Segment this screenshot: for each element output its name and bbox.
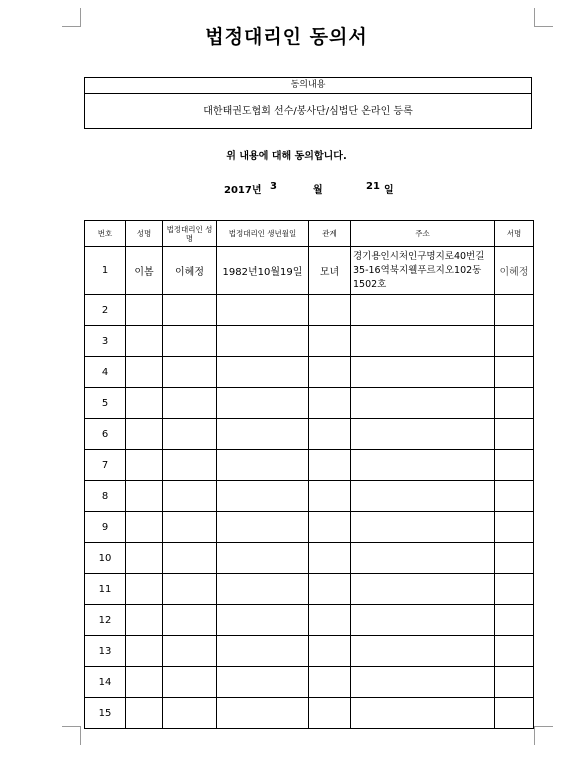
- consent-box: [84, 77, 532, 129]
- header-name: 성명: [126, 221, 163, 247]
- date-month-label: 월: [313, 185, 323, 196]
- table-row: [85, 636, 534, 667]
- cell-address: [351, 326, 495, 357]
- cell-no: 10: [85, 543, 126, 574]
- table-row: [85, 326, 534, 357]
- cell-relation: [309, 357, 351, 388]
- cell-relation: [309, 481, 351, 512]
- cell-guardian-name: [163, 667, 217, 698]
- header-guardian-birth: 법정대리인 생년월일: [217, 221, 309, 247]
- cell-no: 3: [85, 326, 126, 357]
- cell-guardian-birth: [217, 481, 309, 512]
- cell-guardian-birth: [217, 512, 309, 543]
- cell-relation: [309, 636, 351, 667]
- cell-signature: [495, 605, 534, 636]
- cell-name: [126, 357, 163, 388]
- cell-guardian-birth: [217, 357, 309, 388]
- cell-guardian-name: [163, 357, 217, 388]
- cell-relation: [309, 543, 351, 574]
- cell-address: [351, 574, 495, 605]
- cell-address: [351, 667, 495, 698]
- consent-text: 대한태권도협회 선수/봉사단/심법단 온라인 등록: [203, 106, 413, 117]
- cell-name: [126, 481, 163, 512]
- cell-guardian-birth: [217, 450, 309, 481]
- table-row: [85, 295, 534, 326]
- cell-guardian-birth: [217, 574, 309, 605]
- cell-guardian-name: [163, 326, 217, 357]
- table-header-row: [85, 221, 534, 247]
- cell-no: 6: [85, 419, 126, 450]
- cell-relation: [309, 388, 351, 419]
- cell-name: [126, 636, 163, 667]
- cell-no: 4: [85, 357, 126, 388]
- cell-name: [126, 543, 163, 574]
- cell-name: [126, 295, 163, 326]
- cell-guardian-name: [163, 698, 217, 729]
- header-address: 주소: [351, 221, 495, 247]
- cell-guardian-name: [163, 481, 217, 512]
- cell-guardian-birth: [217, 605, 309, 636]
- cell-address: [351, 450, 495, 481]
- crop-mark-bottom-right: [534, 726, 553, 745]
- cell-signature: [495, 388, 534, 419]
- cell-guardian-birth: [217, 667, 309, 698]
- cell-signature: [495, 512, 534, 543]
- cell-signature: [495, 419, 534, 450]
- cell-guardian-birth: [217, 295, 309, 326]
- cell-relation: [309, 419, 351, 450]
- document-title: 법정대리인 동의서: [205, 26, 368, 48]
- cell-signature: [495, 667, 534, 698]
- cell-address: [351, 357, 495, 388]
- guardian-table: [84, 220, 534, 729]
- cell-guardian-birth: [217, 326, 309, 357]
- cell-no: 9: [85, 512, 126, 543]
- cell-guardian-name: [163, 543, 217, 574]
- cell-name: [126, 574, 163, 605]
- cell-name: [126, 667, 163, 698]
- cell-guardian-name: [163, 605, 217, 636]
- cell-no: 5: [85, 388, 126, 419]
- table-row: [85, 512, 534, 543]
- cell-no: 14: [85, 667, 126, 698]
- table-row: [85, 605, 534, 636]
- cell-address: [351, 388, 495, 419]
- table-row: [85, 419, 534, 450]
- cell-no: 2: [85, 295, 126, 326]
- cell-address: [351, 636, 495, 667]
- cell-guardian-birth: [217, 419, 309, 450]
- cell-signature: [495, 450, 534, 481]
- table-row: [85, 574, 534, 605]
- header-relation: 관계: [309, 221, 351, 247]
- table-row: [85, 543, 534, 574]
- cell-signature: [495, 574, 534, 605]
- cell-relation: [309, 450, 351, 481]
- cell-guardian-name: 이혜정: [163, 247, 217, 295]
- cell-signature: [495, 543, 534, 574]
- cell-guardian-name: [163, 574, 217, 605]
- cell-no: 7: [85, 450, 126, 481]
- cell-guardian-name: [163, 295, 217, 326]
- cell-address: [351, 481, 495, 512]
- cell-name: [126, 419, 163, 450]
- header-no: 번호: [85, 221, 126, 247]
- cell-no: 1: [85, 247, 126, 295]
- cell-guardian-name: [163, 450, 217, 481]
- cell-address: [351, 419, 495, 450]
- cell-name: [126, 326, 163, 357]
- cell-signature: [495, 481, 534, 512]
- date-month: 3: [270, 181, 277, 192]
- cell-signature: [495, 295, 534, 326]
- cell-no: 15: [85, 698, 126, 729]
- cell-signature: [495, 357, 534, 388]
- cell-name: [126, 605, 163, 636]
- cell-name: [126, 388, 163, 419]
- cell-signature: 이혜정: [495, 247, 534, 295]
- table-row: [85, 667, 534, 698]
- cell-address: [351, 543, 495, 574]
- cell-name: [126, 450, 163, 481]
- cell-guardian-birth: [217, 543, 309, 574]
- consent-header: 동의내용: [85, 78, 531, 94]
- header-signature: 서명: [495, 221, 534, 247]
- cell-relation: [309, 667, 351, 698]
- table-row: [85, 698, 534, 729]
- cell-address: [351, 512, 495, 543]
- cell-signature: [495, 326, 534, 357]
- cell-guardian-birth: 1982년10월19일: [217, 247, 309, 295]
- cell-guardian-name: [163, 636, 217, 667]
- cell-relation: 모녀: [309, 247, 351, 295]
- date-day: 21: [366, 181, 380, 192]
- header-guardian-name: 법정대리인 성명: [163, 221, 217, 247]
- cell-signature: [495, 698, 534, 729]
- cell-no: 11: [85, 574, 126, 605]
- cell-relation: [309, 605, 351, 636]
- agree-statement: 위 내용에 대해 동의합니다.: [226, 151, 347, 162]
- cell-no: 13: [85, 636, 126, 667]
- table-row: [85, 450, 534, 481]
- cell-no: 8: [85, 481, 126, 512]
- cell-guardian-birth: [217, 636, 309, 667]
- cell-name: [126, 698, 163, 729]
- table-row: [85, 247, 534, 295]
- cell-signature: [495, 636, 534, 667]
- cell-guardian-name: [163, 512, 217, 543]
- crop-mark-bottom-left: [62, 726, 81, 745]
- cell-name: [126, 512, 163, 543]
- cell-guardian-birth: [217, 698, 309, 729]
- cell-relation: [309, 512, 351, 543]
- date-year: 2017년: [224, 185, 262, 196]
- cell-address: [351, 605, 495, 636]
- cell-name: 이봄: [126, 247, 163, 295]
- cell-address: [351, 698, 495, 729]
- table-row: [85, 357, 534, 388]
- cell-relation: [309, 295, 351, 326]
- table-row: [85, 388, 534, 419]
- cell-relation: [309, 326, 351, 357]
- cell-address: [351, 295, 495, 326]
- date-day-label: 일: [384, 185, 394, 196]
- cell-no: 12: [85, 605, 126, 636]
- cell-guardian-birth: [217, 388, 309, 419]
- cell-guardian-name: [163, 388, 217, 419]
- cell-guardian-name: [163, 419, 217, 450]
- cell-relation: [309, 574, 351, 605]
- table-row: [85, 481, 534, 512]
- cell-relation: [309, 698, 351, 729]
- cell-address: 경기용인시처인구명지로40번길35-16역북지웰푸르지오102동1502호: [351, 247, 495, 295]
